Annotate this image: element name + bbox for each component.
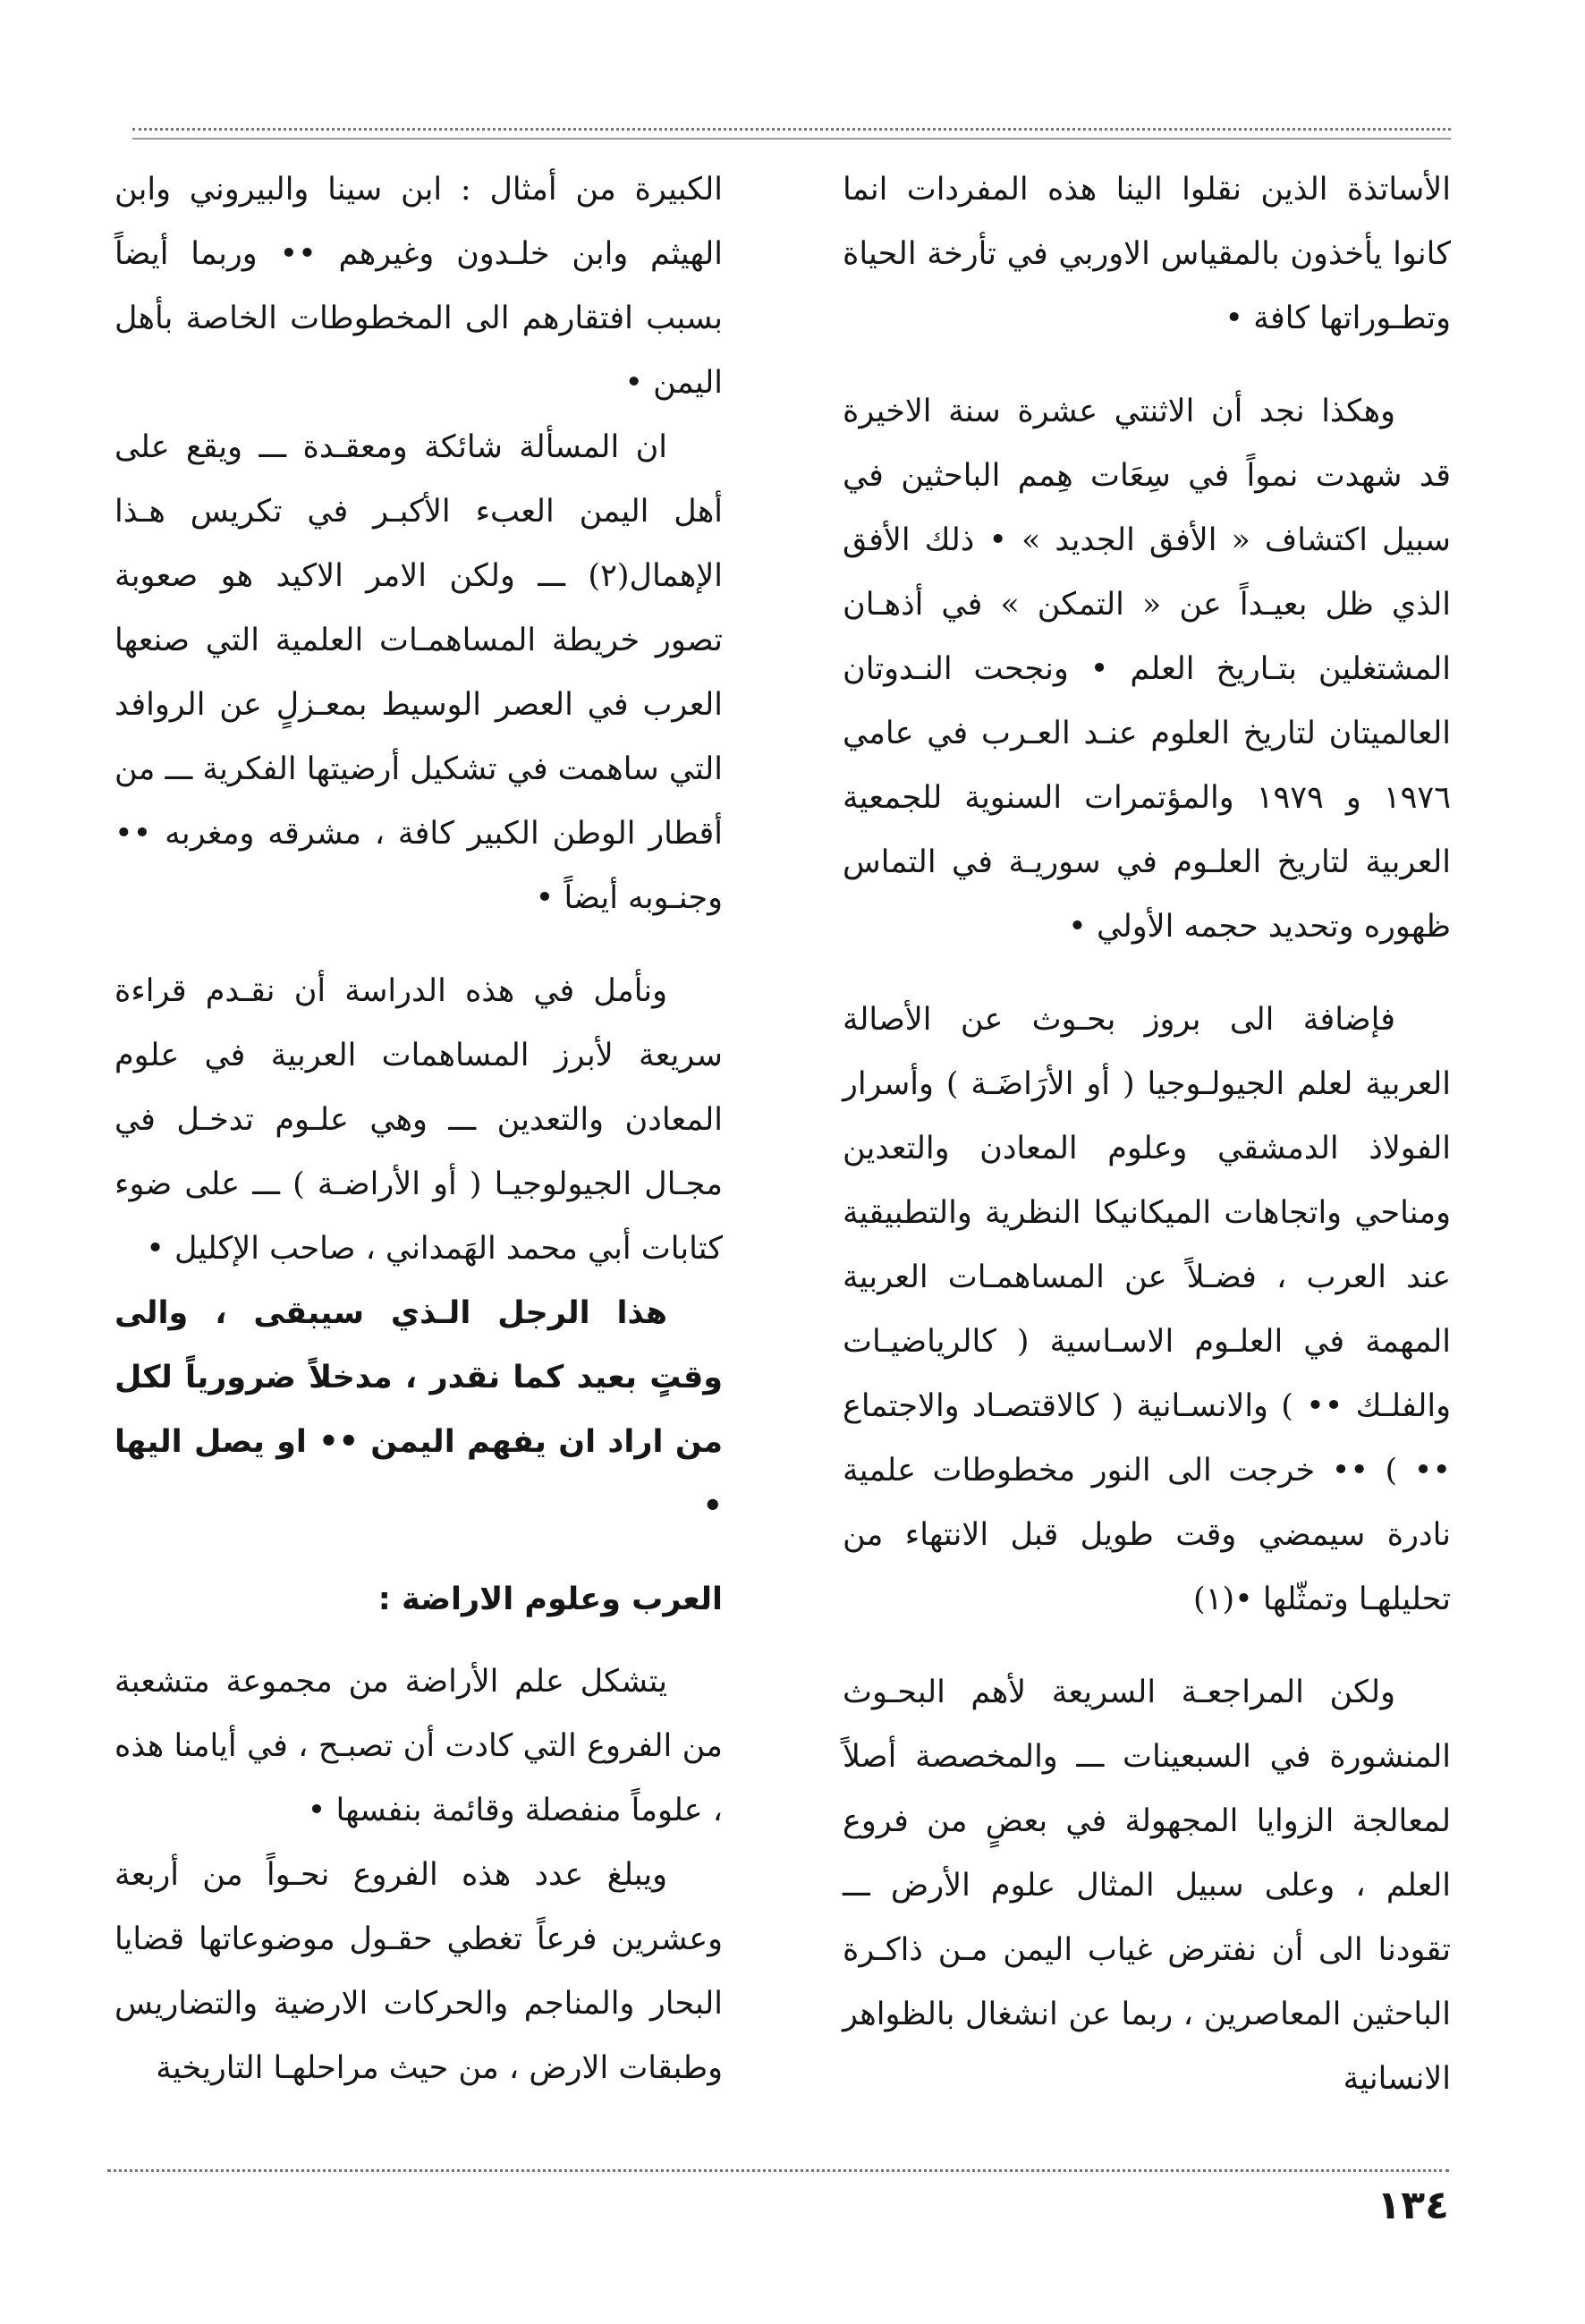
bold-paragraph: هذا الرجل الـذي سيبقى ، والى وقتٍ بعيد كما نقدر ، مدخلاً ضرورياً لكل من اراد ان يفهم اليمن •• او يصل اليها • bbox=[114, 1295, 723, 1524]
paragraph: ولكن المراجعـة السريعة لأهم البحـوث المنشورة في السبعينات ـــ والمخصصة أصلاً لمعالجة الزوايا المجهولة في بعضٍ من فروع العلم ، وعلى سبيل المثال علوم الأرض ـــ تقودنا الى أن نفترض غياب اليمن مـن ذاكـرة الباحثين المعاصرين ، ربما عن انشغال بالظواهر الانسانية bbox=[843, 1675, 1451, 2097]
paragraph: ويبلغ عدد هذه الفروع نحـواً من أربعة وعشرين فرعاً تغطي حقـول موضوعاتها قضايا البحار والمناجم والحركات الارضية والتضاريس وطبقات الارض ، من حيث مراحلهـا التاريخية bbox=[114, 1857, 723, 2086]
paragraph: الكبيرة من أمثال : ابن سينا والبيروني وابن الهيثم وابن خلـدون وغيرهم •• وربما أيضاً بسبب افتقارهم الى المخطوطات الخاصة بأهل اليمن • bbox=[114, 172, 723, 401]
paragraph: ان المسألة شائكة ومعقـدة ـــ ويقع على أهل اليمن العبء الأكبـر في تكريس هـذا الإهمال(٢) ـــ ولكن الامر الاكيد هو صعوبة تصور خريطة المساهمـات العلمية التي صنعها العرب في العصر الوسيط بمعـزلٍ عن الروافد التي ساهمت في تشكيل أرضيتها الفكرية ـــ من أقطار الوطن الكبير كافة ، مشرقه ومغربه •• وجنـوبه أيضاً • bbox=[114, 429, 723, 916]
bottom-dotted-rule bbox=[107, 2169, 1449, 2172]
paragraph: وهكذا نجد أن الاثنتي عشرة سنة الاخيرة قد شهدت نمواً في سِعَات هِمم الباحثين في سبيل اكتشاف « الأفق الجديد » • ذلك الأفق الذي ظل بعيـداً عن « التمكن » في أذهـان المشتغلين بتـاريخ العلم • ونجحت النـدوتان العالميتان لتاريخ العلوم عنـد العـرب في عامي ١٩٧٦ و ١٩٧٩ والمؤتمرات السنوية للجمعية العربية لتاريخ العلـوم في سوريـة في التماس ظهوره وتحديد حجمه الأولي • bbox=[843, 394, 1451, 945]
page-number: ١٣٤ bbox=[1377, 2183, 1449, 2228]
paragraph: فإضافة الى بروز بحـوث عن الأصالة العربية لعلم الجيولـوجيا ( أو الأرَاضَـة ) وأسرار الفولاذ الدمشقي وعلوم المعادن والتعدين ومناحي واتجاهات الميكانيكا النظرية والتطبيقية عند العرب ، فضـلاً عن المساهمـات العربية المهمة في العلـوم الاسـاسية ( كالرياضيـات والفلـك •• ) والانسـانية ( كالاقتصـاد والاجتماع •• ) •• خرجت الى النور مخطوطات علمية نادرة سيمضي وقت طويل قبل الانتهاء من تحليلهـا وتمثّلها •(١) bbox=[843, 1002, 1451, 1617]
top-solid-rule bbox=[132, 138, 1451, 140]
section-heading: العرب وعلوم الاراضة : bbox=[377, 1582, 723, 1617]
left-text-column bbox=[114, 157, 723, 2100]
paragraph: ونأمل في هذه الدراسة أن نقـدم قراءة سريعة لأبرز المساهمات العربية في علوم المعادن والتعدين ـــ وهي علـوم تدخـل في مجـال الجيولوجيـا ( أو الأراضـة ) ـــ على ضوء كتابات أبي محمد الهَمداني ، صاحب الإكليل • bbox=[114, 973, 723, 1267]
paragraph: يتشكل علم الأراضة من مجموعة متشعبة من الفروع التي كادت أن تصبـح ، في أيامنا هذه ، علوماً منفصلة وقائمة بنفسها • bbox=[114, 1664, 723, 1828]
paragraph: الأساتذة الذين نقلوا الينا هذه المفردات انما كانوا يأخذون بالمقياس الاوربي في تأرخة الحياة وتطـوراتها كافة • bbox=[843, 172, 1451, 336]
right-text-column bbox=[843, 157, 1451, 2111]
top-dotted-rule bbox=[132, 128, 1451, 131]
